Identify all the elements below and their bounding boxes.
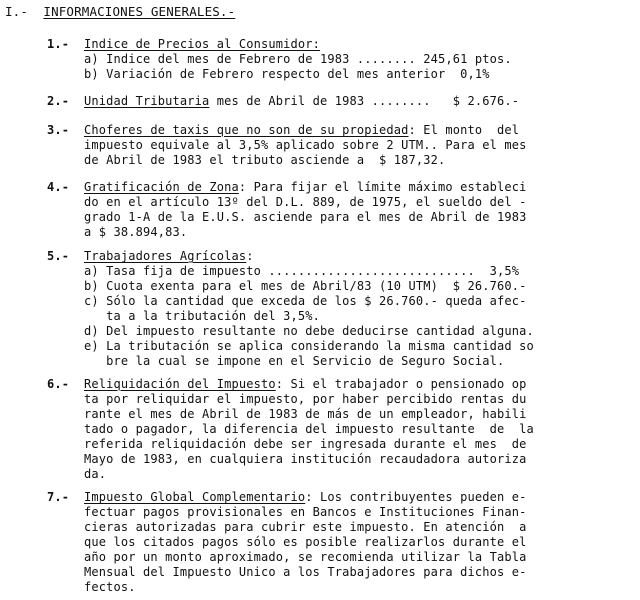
item-line: que los citados pagos sólo es posible realizarlos durante el (84, 535, 527, 549)
item-line: fectuar pagos provisionales en Bancos e Instituciones Finan- (84, 505, 527, 519)
item-body (84, 377, 632, 482)
item-number: 5.- (47, 249, 70, 263)
item-line: a) Tasa fija de impuesto ............................ 3,5% (84, 264, 520, 278)
item-line: bre la cual se impone en el Servicio de Seguro Social. (84, 354, 505, 368)
item-text: mes de Abril de 1983 ........ $ 2.676.- (209, 94, 520, 108)
item-title: Impuesto Global Complementario (84, 490, 306, 504)
item-line: impuesto equivale al 3,5% aplicado sobre 2 UTM.. Para el mes (84, 138, 527, 152)
item-line: d) Del impuesto resultante no debe deducirse cantidad alguna. (84, 324, 534, 338)
item-line: ta por reliquidar el impuesto, por haber percibido rentas du (84, 392, 527, 406)
item-title: Gratificación de Zona (84, 180, 239, 194)
item-line: ta a la tributación del 3,5%. (84, 309, 320, 323)
item-body (84, 37, 632, 82)
item-body (84, 180, 632, 240)
item-line: de Abril de 1983 el tributo asciende a $ 187,32. (84, 153, 446, 167)
item-body (84, 249, 632, 369)
item-title: Choferes de taxis que no son de su propiedad (84, 123, 409, 137)
item-line: b) Variación de Febrero respecto del mes anterior 0,1% (84, 67, 490, 81)
item-line: da. (84, 467, 107, 481)
item-title: Indice de Precios al Consumidor: (84, 37, 320, 51)
item-number: 7.- (47, 490, 70, 504)
item-line: b) Cuota exenta para el mes de Abril/83 (10 UTM) $ 26.760.- (84, 279, 527, 293)
item-number: 1.- (47, 37, 70, 51)
item-line: grado 1-A de la E.U.S. asciende para el mes de Abril de 1983 (84, 210, 527, 224)
item-line: referida reliquidación debe ser ingresada durante el mes de (84, 437, 527, 451)
item-text: : Para fijar el límite máximo estableci (238, 180, 527, 194)
item-body (84, 490, 632, 595)
item-line: tado o pagador, la diferencia del impuesto resultante de la (84, 422, 534, 436)
item-number: 2.- (47, 94, 70, 108)
item-line: Mayo de 1983, en cualquiera institución recaudadora autoriza (84, 452, 527, 466)
item-text: : El monto del (408, 123, 520, 137)
item-line: cieras autorizadas para cubrir este impuesto. En atención a (84, 520, 527, 534)
item-line: Mensual del Impuesto Unico a los Trabajadores para dichos e- (84, 565, 527, 579)
item-number: 6.- (47, 377, 70, 391)
section-heading (5, 4, 235, 19)
item-title: Trabajadores Agrícolas (84, 249, 247, 263)
item-text: : Si el trabajador o pensionado op (275, 377, 527, 391)
item-title: Reliquidación del Impuesto (84, 377, 276, 391)
item-text: : Los contribuyentes pueden e- (305, 490, 527, 504)
item-line: a $ 38.894,83. (84, 225, 188, 239)
item-text: : (246, 249, 254, 263)
item-line: c) Sólo la cantidad que exceda de los $ 26.760.- queda afec- (84, 294, 527, 308)
item-line: rante el mes de Abril de 1983 de más de un empleador, habili (84, 407, 527, 421)
item-title: Unidad Tributaria (84, 94, 210, 108)
item-line: a) Indice del mes de Febrero de 1983 ........ 245,61 ptos. (84, 52, 512, 66)
heading-roman: I.- (5, 4, 29, 19)
item-number: 4.- (47, 180, 70, 194)
item-line: do en el artículo 13º del D.L. 889, de 1975, el sueldo del - (84, 195, 527, 209)
item-line: fectos. (84, 580, 136, 594)
item-line: año por un monto aproximado, se recomienda utilizar la Tabla (84, 550, 527, 564)
item-body (84, 94, 632, 109)
item-number: 3.- (47, 123, 70, 137)
item-line: e) La tributación se aplica considerando la misma cantidad so (84, 339, 534, 353)
heading-title: INFORMACIONES GENERALES.- (43, 4, 236, 19)
item-body (84, 123, 632, 168)
